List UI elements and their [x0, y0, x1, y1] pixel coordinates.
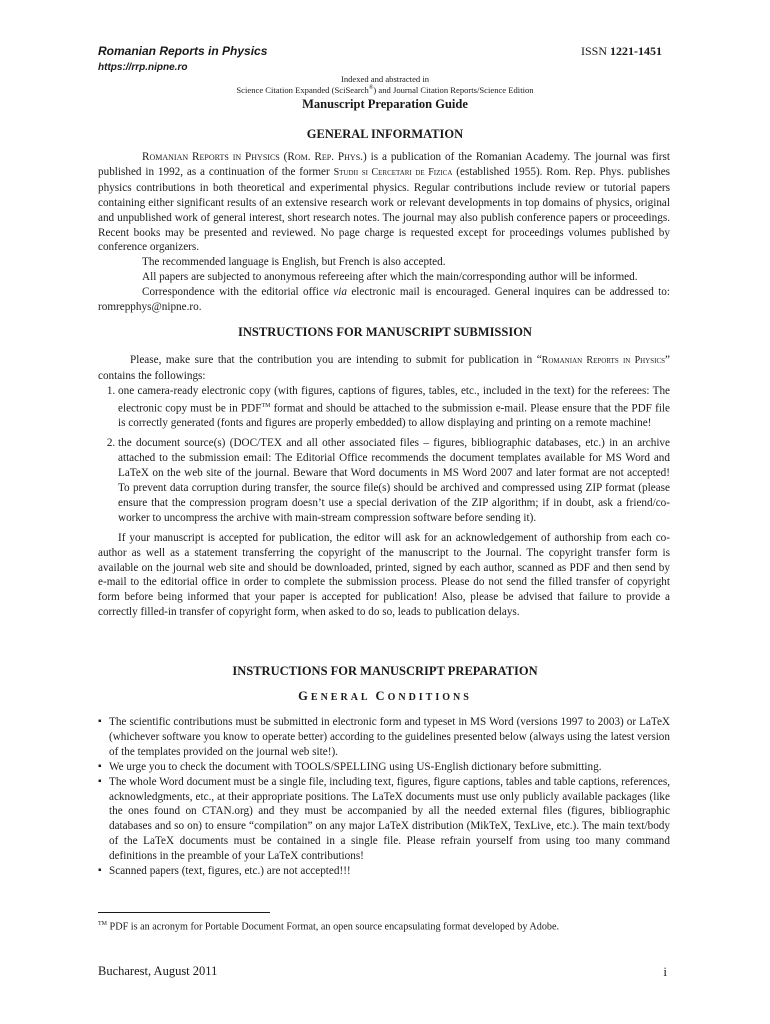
general-information-heading: GENERAL INFORMATION — [306, 127, 464, 141]
submission-heading: INSTRUCTIONS FOR MANUSCRIPT SUBMISSION — [238, 325, 532, 339]
conditions-list — [98, 715, 670, 879]
preparation-heading: INSTRUCTIONS FOR MANUSCRIPT PREPARATION — [232, 664, 538, 678]
submission-intro: Please, make sure that the contribution you are intending to submit for publication in “Romanian Reports in Physics” contains the followings: — [98, 354, 670, 382]
list-item: 2. the document source(s) (DOC/TEX and all other associated files – figures, bibliographic databases, etc.) in an archive attached to the submission email: The Editorial Office recommends the document templates available for MS Word and LaTeX on the web site of the journal. Beware that Word documents in MS Word 2007 and later format are not accepted! To prevent data corruption during transfer, the source file(s) should be archived and compressed using ZIP format (please ensure that the compression program doesn’t use a special derivation of the ZIP algorithm; if in doubt, ask a friend/co-worker to uncompress the archive with main-stream compression software before sending it). — [118, 436, 670, 525]
submission-after: If your manuscript is accepted for publication, the editor will ask for an acknowledgement of authorship from each co-author as well as a statement transferring the copyright of the manuscript to the Journal. The copyright transfer form is available on the journal web site and should be downloaded, printed, signed by each author, scanned as PDF and then send by e-mail to the editorial office in order to complete the submission process. Please do not send the filled transfer of copyright form before being informed that your paper is accepted for publication! Also, please be advised that failure to provide a correctly filled-in transfer of copyright form, when asked to do so, leads to publication delays. — [98, 531, 670, 619]
journal-title: Romanian Reports in Physics — [98, 44, 268, 58]
submission-list — [98, 384, 670, 526]
general-paragraph-4: Correspondence with the editorial office via electronic mail is encouraged. General inquires can be addressed to: romrepphys@nipne.ro. — [98, 286, 670, 314]
footer-place-date: Bucharest, August 2011 — [98, 964, 218, 978]
indexed-line-2: Science Citation Expanded (SciSearch®) and Journal Citation Reports/Science Edition — [236, 85, 534, 95]
general-paragraph-1: Romanian Reports in Physics (Rom. Rep. Phys.) is a publication of the Romanian Academy. The journal was first published in 1992, as a continuation of the former Studii si Cercetari de Fizica (established 1955). Rom. Rep. Phys. publishes physics contributions in both theoretical and experimental physics. Regular contributions include review or tutorial papers containing either significant results of an extensive research work or relevant developments in top domains of physics, original and unpublished work of general interest, short research notes. The journal may also publish conference papers or proceedings. Recent books may be presented and reviewed. No page charge is requested except for proceedings volumes published by conference organizers. — [98, 151, 671, 254]
list-item: ▪ The scientific contributions must be submitted in electronic form and typeset in MS Word (versions 1997 to 2003) or LaTeX (whichever software you know to operate better) according to the guidelines presented below (always using the latest version of the templates provided on the journal web site!). — [109, 715, 670, 760]
footnote-rule — [98, 912, 270, 913]
submission-body — [98, 353, 670, 620]
list-item: ▪ The whole Word document must be a single file, including text, figures, figure captions, tables and table captions, references, acknowledgments, etc., at their appropriate positions. The LaTeX documents must use only publicly available packages (like the ones found on CTAN.org) and they must be accompanied by all the needed external files (figures, bibliographic databases and so on) to ensure “compilation” on any major LaTeX distribution (MikTeX, TexLive, etc.). The main text/body of the LaTeX documents must be contained in a single file. Please refrain yourself from using too many command definitions in the preamble of your LaTeX contributions! — [109, 775, 670, 864]
journal-url[interactable]: https://rrp.nipne.ro — [98, 62, 188, 73]
preparation-body — [98, 715, 670, 879]
general-conditions-subheading: GENERAL CONDITIONS — [298, 689, 472, 703]
general-paragraph-3: All papers are subjected to anonymous refereeing after which the main/corresponding author will be informed. — [142, 271, 638, 284]
indexed-line-1: Indexed and abstracted in — [340, 74, 430, 84]
issn: ISSN 1221-1451 — [580, 44, 662, 58]
list-item: ▪ Scanned papers (text, figures, etc.) are not accepted!!! — [109, 864, 670, 879]
list-item: 1. one camera-ready electronic copy (with figures, captions of figures, tables, etc., included in the text) for the referees: The electronic copy must be in PDF™ format and should be attached to the submission e-mail. Please ensure that the PDF file is correctly generated (fonts and figures are properly embedded) to allow displaying and printing on a remote machine! — [118, 384, 670, 431]
general-information-body — [98, 150, 670, 315]
footnote: ™ PDF is an acronym for Portable Document Format, an open source encapsulating format developed by Adobe. — [98, 921, 560, 933]
list-item: ▪ We urge you to check the document with TOOLS/SPELLING using US-English dictionary before submitting. — [109, 760, 670, 775]
page-number: i — [663, 964, 667, 979]
general-paragraph-2: The recommended language is English, but French is also accepted. — [142, 256, 446, 269]
guide-title: Manuscript Preparation Guide — [302, 97, 468, 111]
